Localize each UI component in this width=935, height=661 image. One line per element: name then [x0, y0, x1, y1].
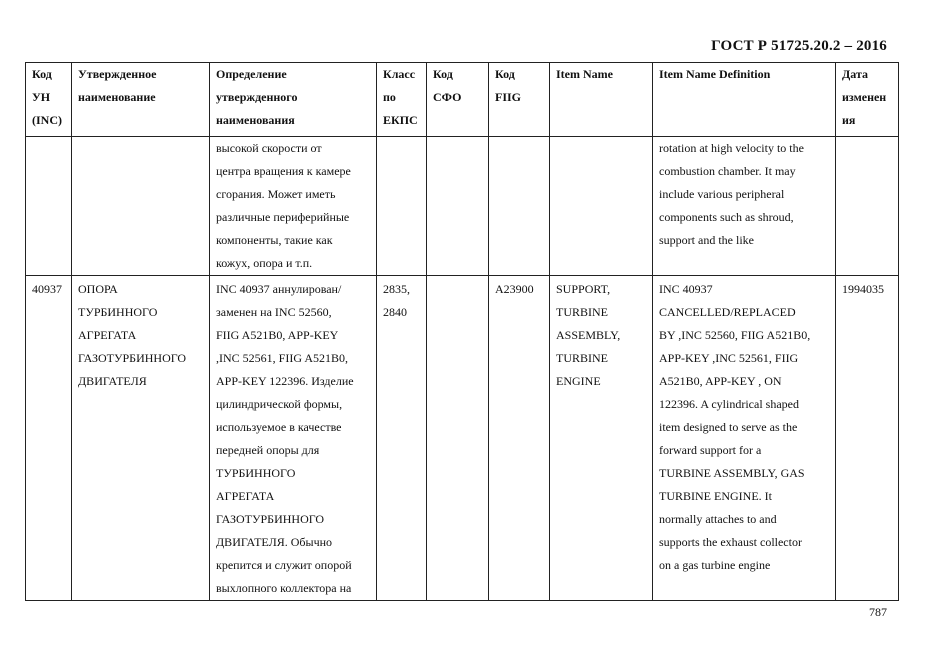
- cell-definition-en: INC 40937 CANCELLED/REPLACED BY ,INC 52560, FIIG A521B0, APP-KEY ,INC 52561, FIIG A521B0, APP-KEY , ON 122396. A cylindrical shaped item designed to serve as the forward support for a TURBINE ASSEMBLY, GAS TURBINE ENGINE. It normally attaches to and supports the exhaust collector on a gas turbine engine: [653, 276, 836, 601]
- cell-ekps-class: 2835, 2840: [377, 276, 427, 601]
- cell-sfo-code: [427, 276, 489, 601]
- cell-item-name: SUPPORT, TURBINE ASSEMBLY, TURBINE ENGINE: [550, 276, 653, 601]
- cell-item-name: [550, 137, 653, 276]
- header-definition-en: Item Name Definition: [653, 63, 836, 137]
- cell-fiig-code: A23900: [489, 276, 550, 601]
- cell-definition-ru: высокой скорости от центра вращения к камере сгорания. Может иметь различные периферийные компоненты, такие как кожух, опора и т.п.: [210, 137, 377, 276]
- header-definition-ru: Определение утвержденного наименования: [210, 63, 377, 137]
- cell-approved-name: ОПОРА ТУРБИННОГО АГРЕГАТА ГАЗОТУРБИННОГО ДВИГАТЕЛЯ: [72, 276, 210, 601]
- cell-ekps-class: [377, 137, 427, 276]
- table-header-row: [26, 63, 899, 137]
- table-row: [26, 276, 899, 601]
- header-inc: Код УН (INC): [26, 63, 72, 137]
- header-item-name: Item Name: [550, 63, 653, 137]
- header-fiig-code: Код FIIG: [489, 63, 550, 137]
- cell-inc: [26, 137, 72, 276]
- cell-inc: 40937: [26, 276, 72, 601]
- page-number: 787: [869, 605, 887, 619]
- cell-sfo-code: [427, 137, 489, 276]
- cell-definition-ru: INC 40937 аннулирован/ заменен на INC 52560, FIIG A521B0, APP-KEY ,INC 52561, FIIG A521B0, APP-KEY 122396. Изделие цилиндрической формы, используемое в качестве передней опоры для ТУРБИННОГО АГРЕГАТА ГАЗОТУРБИННОГО ДВИГАТЕЛЯ. Обычно крепится и служит опорой выхлопного коллектора на: [210, 276, 377, 601]
- cell-definition-en: rotation at high velocity to the combustion chamber. It may include various peripheral components such as shroud, support and the like: [653, 137, 836, 276]
- catalog-table: [25, 62, 899, 601]
- header-approved-name: Утвержденное наименование: [72, 63, 210, 137]
- table-row: [26, 137, 899, 276]
- header-sfo-code: Код СФО: [427, 63, 489, 137]
- cell-fiig-code: [489, 137, 550, 276]
- cell-approved-name: [72, 137, 210, 276]
- cell-change-date: 1994035: [836, 276, 899, 601]
- header-change-date: Дата изменен ия: [836, 63, 899, 137]
- header-ekps-class: Класс по ЕКПС: [377, 63, 427, 137]
- cell-change-date: [836, 137, 899, 276]
- document-title: ГОСТ Р 51725.20.2 – 2016: [711, 38, 887, 54]
